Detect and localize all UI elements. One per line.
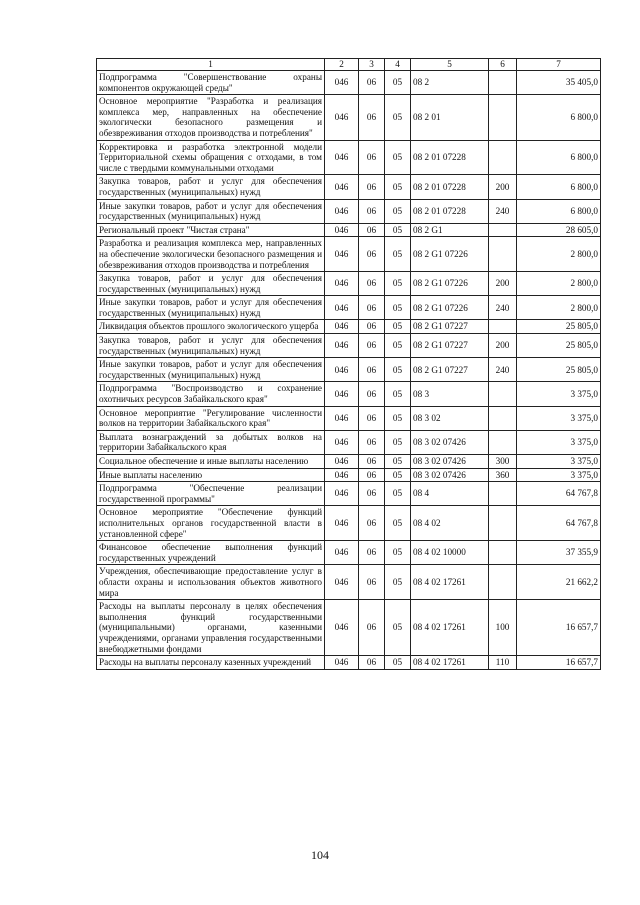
target-article-cell: 08 3 02 07426 xyxy=(411,468,489,482)
subsection-cell: 05 xyxy=(385,382,411,406)
amount-cell: 64 767,8 xyxy=(517,482,601,506)
ministry-code-cell: 046 xyxy=(325,237,359,272)
row-name-cell: Подпрограмма "Воспроизводство и сохранение охотничьих ресурсов Забайкальского края" xyxy=(97,382,325,406)
page-number: 104 xyxy=(311,848,329,862)
section-cell: 06 xyxy=(359,237,385,272)
target-article-cell: 08 2 01 xyxy=(411,95,489,140)
ministry-code-cell: 046 xyxy=(325,95,359,140)
target-article-cell: 08 2 G1 07227 xyxy=(411,334,489,358)
expense-type-cell: 300 xyxy=(489,455,517,469)
section-cell: 06 xyxy=(359,95,385,140)
target-article-cell: 08 3 xyxy=(411,382,489,406)
ministry-code-cell: 046 xyxy=(325,320,359,334)
table-row xyxy=(97,455,601,469)
ministry-code-cell: 046 xyxy=(325,175,359,199)
column-header: 6 xyxy=(489,59,517,71)
section-cell: 06 xyxy=(359,455,385,469)
section-cell: 06 xyxy=(359,140,385,175)
section-cell: 06 xyxy=(359,272,385,296)
row-name-cell: Учреждения, обеспечивающие предоставление услуг в области охраны и использования объектов животного мира xyxy=(97,565,325,600)
table-row xyxy=(97,175,601,199)
ministry-code-cell: 046 xyxy=(325,71,359,95)
expense-type-cell xyxy=(489,541,517,565)
section-cell: 06 xyxy=(359,223,385,237)
table-row xyxy=(97,334,601,358)
amount-cell: 64 767,8 xyxy=(517,506,601,541)
row-name-cell: Основное мероприятие "Разработка и реализация комплекса мер, направленных на обеспечение экологически безопасного размещения и обезвреживания отходов производства и потребления" xyxy=(97,95,325,140)
subsection-cell: 05 xyxy=(385,199,411,223)
subsection-cell: 05 xyxy=(385,455,411,469)
section-cell: 06 xyxy=(359,406,385,430)
row-name-cell: Корректировка и разработка электронной модели Территориальной схемы обращения с отходами, в том числе с твердыми коммунальными отходами xyxy=(97,140,325,175)
amount-cell: 6 800,0 xyxy=(517,140,601,175)
row-name-cell: Расходы на выплаты персоналу казенных учреждений xyxy=(97,656,325,670)
target-article-cell: 08 3 02 07426 xyxy=(411,455,489,469)
ministry-code-cell: 046 xyxy=(325,334,359,358)
expense-type-cell xyxy=(489,430,517,454)
subsection-cell: 05 xyxy=(385,272,411,296)
target-article-cell: 08 4 02 17261 xyxy=(411,656,489,670)
table-row xyxy=(97,600,601,656)
section-cell: 06 xyxy=(359,468,385,482)
row-name-cell: Иные закупки товаров, работ и услуг для обеспечения государственных (муниципальных) нужд xyxy=(97,358,325,382)
table-row xyxy=(97,482,601,506)
target-article-cell: 08 4 02 17261 xyxy=(411,565,489,600)
amount-cell: 35 405,0 xyxy=(517,71,601,95)
section-cell: 06 xyxy=(359,358,385,382)
column-header: 3 xyxy=(359,59,385,71)
table-header-row xyxy=(97,59,601,71)
section-cell: 06 xyxy=(359,296,385,320)
row-name-cell: Разработка и реализация комплекса мер, направленных на обеспечение экологически безопасного размещения и обезвреживания отходов производства и потребления xyxy=(97,237,325,272)
row-name-cell: Закупка товаров, работ и услуг для обеспечения государственных (муниципальных) нужд xyxy=(97,175,325,199)
subsection-cell: 05 xyxy=(385,482,411,506)
expense-type-cell xyxy=(489,95,517,140)
section-cell: 06 xyxy=(359,656,385,670)
section-cell: 06 xyxy=(359,430,385,454)
row-name-cell: Региональный проект "Чистая страна" xyxy=(97,223,325,237)
amount-cell: 37 355,9 xyxy=(517,541,601,565)
amount-cell: 6 800,0 xyxy=(517,199,601,223)
expense-type-cell: 100 xyxy=(489,600,517,656)
table-row xyxy=(97,468,601,482)
section-cell: 06 xyxy=(359,541,385,565)
subsection-cell: 05 xyxy=(385,95,411,140)
target-article-cell: 08 4 02 xyxy=(411,506,489,541)
row-name-cell: Ликвидация объектов прошлого экологического ущерба xyxy=(97,320,325,334)
table-row xyxy=(97,565,601,600)
row-name-cell: Подпрограмма "Совершенствование охраны компонентов окружающей среды" xyxy=(97,71,325,95)
ministry-code-cell: 046 xyxy=(325,199,359,223)
ministry-code-cell: 046 xyxy=(325,600,359,656)
subsection-cell: 05 xyxy=(385,656,411,670)
amount-cell: 25 805,0 xyxy=(517,320,601,334)
table-row xyxy=(97,541,601,565)
expense-type-cell xyxy=(489,382,517,406)
row-name-cell: Финансовое обеспечение выполнения функций государственных учреждений xyxy=(97,541,325,565)
ministry-code-cell: 046 xyxy=(325,541,359,565)
ministry-code-cell: 046 xyxy=(325,565,359,600)
row-name-cell: Социальное обеспечение и иные выплаты населению xyxy=(97,455,325,469)
ministry-code-cell: 046 xyxy=(325,506,359,541)
target-article-cell: 08 4 02 17261 xyxy=(411,600,489,656)
ministry-code-cell: 046 xyxy=(325,430,359,454)
amount-cell: 6 800,0 xyxy=(517,95,601,140)
ministry-code-cell: 046 xyxy=(325,656,359,670)
table-row xyxy=(97,199,601,223)
subsection-cell: 05 xyxy=(385,320,411,334)
row-name-cell: Иные выплаты населению xyxy=(97,468,325,482)
table-row xyxy=(97,320,601,334)
table-row xyxy=(97,296,601,320)
table-row xyxy=(97,237,601,272)
row-name-cell: Основное мероприятие "Регулирование численности волков на территории Забайкальского края" xyxy=(97,406,325,430)
expense-type-cell: 200 xyxy=(489,334,517,358)
row-name-cell: Закупка товаров, работ и услуг для обеспечения государственных (муниципальных) нужд xyxy=(97,334,325,358)
row-name-cell: Иные закупки товаров, работ и услуг для обеспечения государственных (муниципальных) нужд xyxy=(97,296,325,320)
expense-type-cell xyxy=(489,140,517,175)
section-cell: 06 xyxy=(359,71,385,95)
row-name-cell: Основное мероприятие "Обеспечение функций исполнительных органов государственной власти в установленной сфере" xyxy=(97,506,325,541)
amount-cell: 2 800,0 xyxy=(517,272,601,296)
table-row xyxy=(97,71,601,95)
target-article-cell: 08 2 G1 07226 xyxy=(411,272,489,296)
target-article-cell: 08 4 xyxy=(411,482,489,506)
section-cell: 06 xyxy=(359,482,385,506)
expense-type-cell xyxy=(489,223,517,237)
subsection-cell: 05 xyxy=(385,506,411,541)
section-cell: 06 xyxy=(359,320,385,334)
amount-cell: 28 605,0 xyxy=(517,223,601,237)
row-name-cell: Расходы на выплаты персоналу в целях обеспечения выполнения функций государственными (муниципальными) органами, казенными учреждениями, органами управления государственными внебюджетными фондами xyxy=(97,600,325,656)
ministry-code-cell: 046 xyxy=(325,482,359,506)
ministry-code-cell: 046 xyxy=(325,272,359,296)
amount-cell: 16 657,7 xyxy=(517,600,601,656)
column-header: 5 xyxy=(411,59,489,71)
ministry-code-cell: 046 xyxy=(325,223,359,237)
table-row xyxy=(97,140,601,175)
expense-type-cell xyxy=(489,565,517,600)
row-name-cell: Подпрограмма "Обеспечение реализации государственной программы" xyxy=(97,482,325,506)
subsection-cell: 05 xyxy=(385,223,411,237)
ministry-code-cell: 046 xyxy=(325,140,359,175)
subsection-cell: 05 xyxy=(385,541,411,565)
target-article-cell: 08 2 G1 07226 xyxy=(411,237,489,272)
budget-table xyxy=(96,58,601,670)
ministry-code-cell: 046 xyxy=(325,382,359,406)
expense-type-cell: 240 xyxy=(489,199,517,223)
table-row xyxy=(97,656,601,670)
section-cell: 06 xyxy=(359,382,385,406)
target-article-cell: 08 2 01 07228 xyxy=(411,199,489,223)
expense-type-cell: 240 xyxy=(489,296,517,320)
section-cell: 06 xyxy=(359,175,385,199)
table-row xyxy=(97,406,601,430)
amount-cell: 6 800,0 xyxy=(517,175,601,199)
ministry-code-cell: 046 xyxy=(325,406,359,430)
ministry-code-cell: 046 xyxy=(325,358,359,382)
column-header: 2 xyxy=(325,59,359,71)
subsection-cell: 05 xyxy=(385,140,411,175)
subsection-cell: 05 xyxy=(385,334,411,358)
table-row xyxy=(97,506,601,541)
amount-cell: 3 375,0 xyxy=(517,382,601,406)
column-header: 1 xyxy=(97,59,325,71)
subsection-cell: 05 xyxy=(385,296,411,320)
expense-type-cell xyxy=(489,71,517,95)
ministry-code-cell: 046 xyxy=(325,455,359,469)
target-article-cell: 08 2 G1 07227 xyxy=(411,358,489,382)
column-header: 4 xyxy=(385,59,411,71)
table-row xyxy=(97,430,601,454)
row-name-cell: Иные закупки товаров, работ и услуг для обеспечения государственных (муниципальных) нужд xyxy=(97,199,325,223)
target-article-cell: 08 4 02 10000 xyxy=(411,541,489,565)
expense-type-cell: 240 xyxy=(489,358,517,382)
expense-type-cell xyxy=(489,237,517,272)
expense-type-cell xyxy=(489,406,517,430)
amount-cell: 16 657,7 xyxy=(517,656,601,670)
row-name-cell: Закупка товаров, работ и услуг для обеспечения государственных (муниципальных) нужд xyxy=(97,272,325,296)
subsection-cell: 05 xyxy=(385,358,411,382)
amount-cell: 25 805,0 xyxy=(517,334,601,358)
expense-type-cell xyxy=(489,320,517,334)
target-article-cell: 08 2 G1 07226 xyxy=(411,296,489,320)
row-name-cell: Выплата вознаграждений за добытых волков на территории Забайкальского края xyxy=(97,430,325,454)
amount-cell: 3 375,0 xyxy=(517,406,601,430)
table-row xyxy=(97,223,601,237)
subsection-cell: 05 xyxy=(385,406,411,430)
table-row xyxy=(97,272,601,296)
expense-type-cell xyxy=(489,506,517,541)
subsection-cell: 05 xyxy=(385,565,411,600)
target-article-cell: 08 2 xyxy=(411,71,489,95)
column-header: 7 xyxy=(517,59,601,71)
expense-type-cell xyxy=(489,482,517,506)
expense-type-cell: 360 xyxy=(489,468,517,482)
amount-cell: 2 800,0 xyxy=(517,237,601,272)
subsection-cell: 05 xyxy=(385,468,411,482)
target-article-cell: 08 2 01 07228 xyxy=(411,175,489,199)
amount-cell: 3 375,0 xyxy=(517,455,601,469)
table-row xyxy=(97,382,601,406)
subsection-cell: 05 xyxy=(385,175,411,199)
amount-cell: 3 375,0 xyxy=(517,468,601,482)
amount-cell: 2 800,0 xyxy=(517,296,601,320)
target-article-cell: 08 2 G1 07227 xyxy=(411,320,489,334)
table-row xyxy=(97,95,601,140)
expense-type-cell: 110 xyxy=(489,656,517,670)
subsection-cell: 05 xyxy=(385,600,411,656)
section-cell: 06 xyxy=(359,334,385,358)
target-article-cell: 08 2 01 07228 xyxy=(411,140,489,175)
ministry-code-cell: 046 xyxy=(325,468,359,482)
section-cell: 06 xyxy=(359,565,385,600)
subsection-cell: 05 xyxy=(385,237,411,272)
amount-cell: 21 662,2 xyxy=(517,565,601,600)
target-article-cell: 08 3 02 07426 xyxy=(411,430,489,454)
ministry-code-cell: 046 xyxy=(325,296,359,320)
section-cell: 06 xyxy=(359,600,385,656)
section-cell: 06 xyxy=(359,199,385,223)
target-article-cell: 08 3 02 xyxy=(411,406,489,430)
amount-cell: 25 805,0 xyxy=(517,358,601,382)
expense-type-cell: 200 xyxy=(489,272,517,296)
target-article-cell: 08 2 G1 xyxy=(411,223,489,237)
expense-type-cell: 200 xyxy=(489,175,517,199)
subsection-cell: 05 xyxy=(385,71,411,95)
table-row xyxy=(97,358,601,382)
section-cell: 06 xyxy=(359,506,385,541)
amount-cell: 3 375,0 xyxy=(517,430,601,454)
subsection-cell: 05 xyxy=(385,430,411,454)
